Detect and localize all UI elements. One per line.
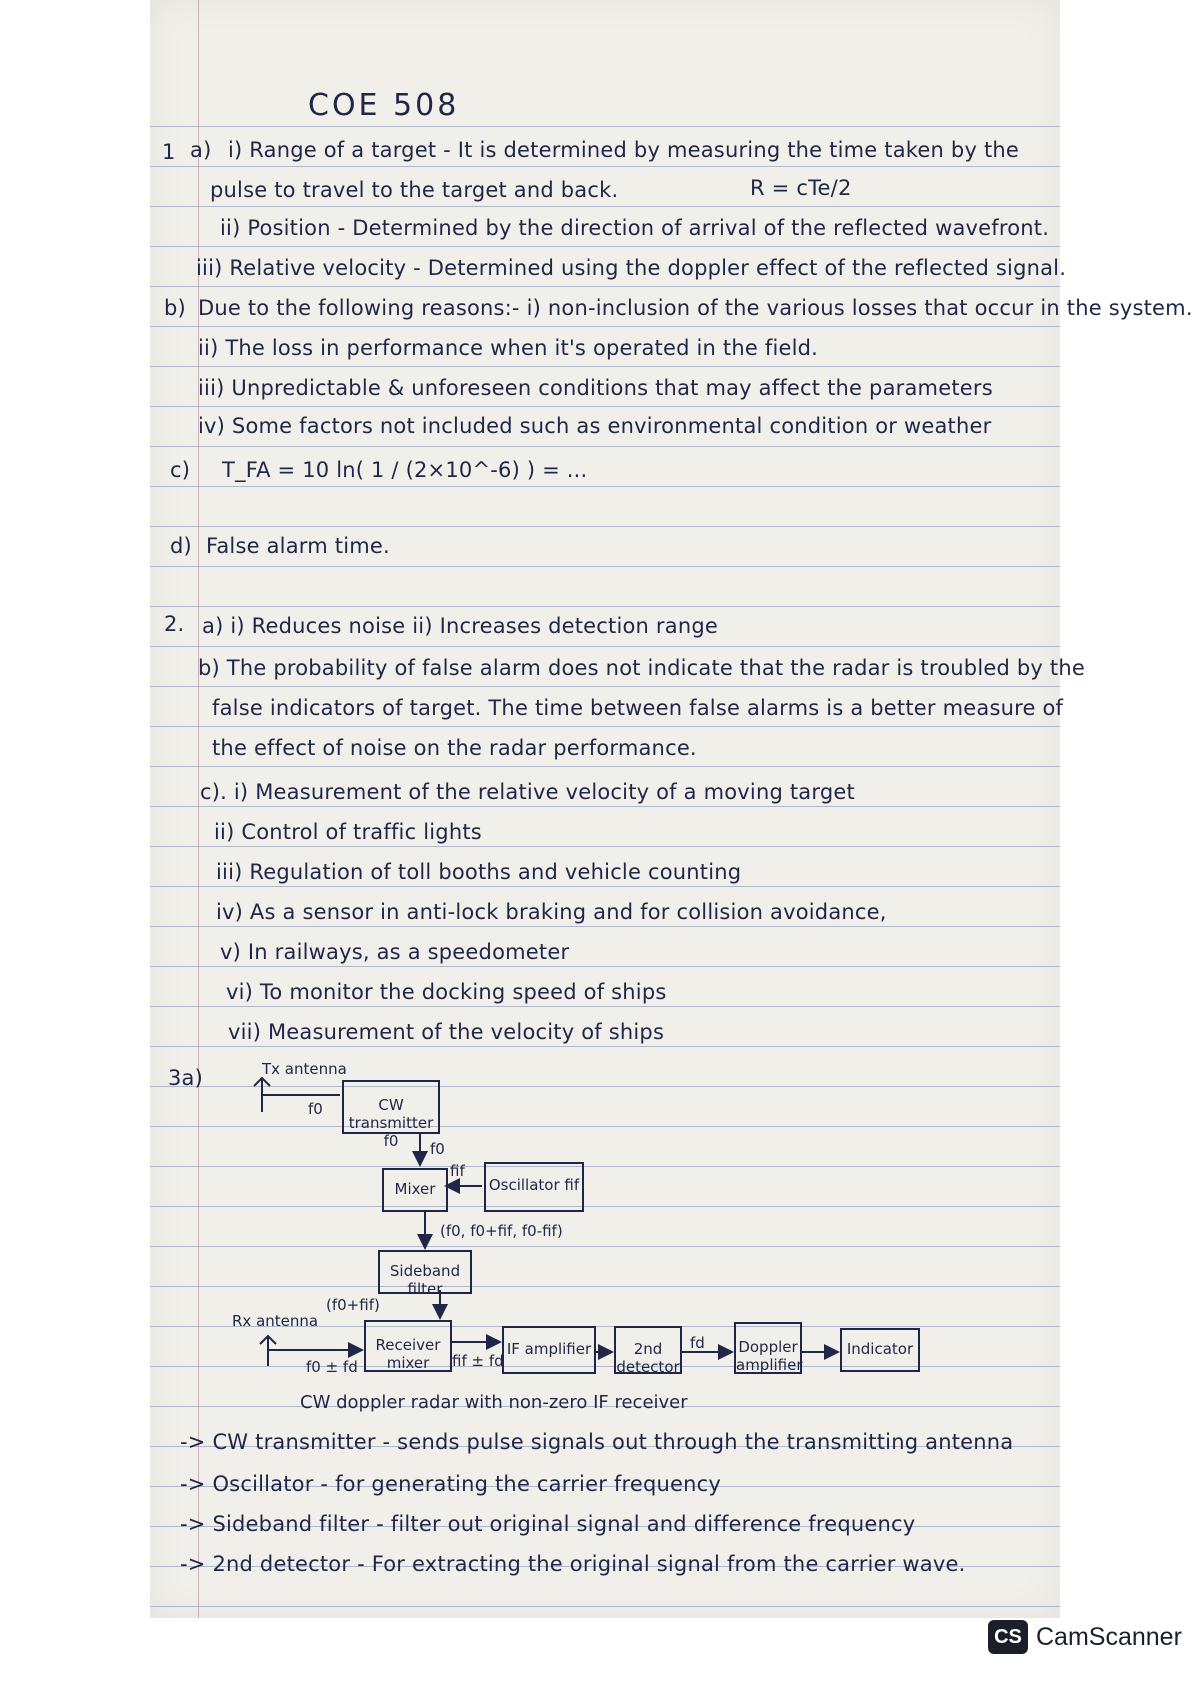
q2-c-iv: iv) As a sensor in anti-lock braking and for collision avoidance, (216, 900, 887, 924)
sideband-filter-box: Sideband filter (378, 1250, 472, 1294)
q1-b-iv: iv) Some factors not included such as environmental condition or weather (198, 414, 992, 438)
fif-label: fif (450, 1162, 465, 1180)
note-sideband-filter: -> Sideband filter - filter out original signal and difference frequency (180, 1512, 916, 1536)
note-second-detector: -> 2nd detector - For extracting the original signal from the carrier wave. (180, 1552, 966, 1576)
cw-transmitter-box: CW transmitter f0 (342, 1080, 440, 1134)
q1-c-label: c) (170, 458, 191, 482)
diagram-caption: CW doppler radar with non-zero IF receiver (300, 1392, 688, 1413)
tx-antenna-label: Tx antenna (262, 1060, 347, 1078)
notebook-page (150, 0, 1193, 1618)
q2-c-ii: ii) Control of traffic lights (214, 820, 482, 844)
q1-a-i-cont: pulse to travel to the target and back. (210, 178, 619, 202)
q2-c-vi: vi) To monitor the docking speed of ships (226, 980, 667, 1004)
oscillator-box: Oscillator fif (484, 1162, 584, 1212)
q1-a-label: a) (190, 138, 212, 162)
note-oscillator: -> Oscillator - for generating the carrier frequency (180, 1472, 722, 1496)
q1-d-label: d) (170, 534, 192, 558)
q1-b-iii: iii) Unpredictable & unforeseen conditions that may affect the parameters (198, 376, 993, 400)
fd-label: fd (690, 1334, 705, 1352)
mixer-output-label: (f0, f0+fif, f0-fif) (440, 1222, 563, 1240)
mixer-box: Mixer (382, 1168, 448, 1212)
q1-a-iii: iii) Relative velocity - Determined using the doppler effect of the reflected signal. (196, 256, 1067, 280)
q1-d-text: False alarm time. (206, 534, 390, 558)
q2-b-line3: the effect of noise on the radar performance. (212, 736, 697, 760)
q1-a-ii: ii) Position - Determined by the direction of arrival of the reflected wavefront. (220, 216, 1050, 240)
q1-c-formula: T_FA = 10 ln( 1 / (2×10^-6) ) = ... (222, 458, 588, 482)
q1-a-formula: R = cTe/2 (750, 176, 852, 200)
tx-f0-label: f0 (308, 1100, 323, 1118)
camscanner-brand: CamScanner (1036, 1623, 1182, 1651)
q1-a-i: i) Range of a target - It is determined by measuring the time taken by the (228, 138, 1020, 162)
indicator-box: Indicator (840, 1328, 920, 1372)
q3-number: 3a) (168, 1066, 204, 1090)
diagram-connectors (150, 0, 1060, 1618)
camscanner-logo-icon: CS (988, 1620, 1028, 1654)
rx-antenna-label: Rx antenna (232, 1312, 319, 1330)
q2-c-iii: iii) Regulation of toll booths and vehicle counting (216, 860, 742, 884)
f0-down-label: f0 (430, 1140, 445, 1158)
receiver-mixer-box: Receiver mixer (364, 1320, 452, 1372)
q2-c-v: v) In railways, as a speedometer (220, 940, 570, 964)
q2-a: a) i) Reduces noise ii) Increases detection range (202, 614, 718, 638)
q1-number: 1 (162, 140, 176, 164)
q2-number: 2. (164, 612, 185, 636)
q2-c-vii: vii) Measurement of the velocity of ships (228, 1020, 665, 1044)
rx-input-label: f0 ± fd (306, 1358, 358, 1376)
q1-b-line1: Due to the following reasons:- i) non-inclusion of the various losses that occur in the system. (198, 296, 1193, 320)
second-detector-box: 2nd detector (614, 1326, 682, 1374)
q1-b-ii: ii) The loss in performance when it's operated in the field. (198, 336, 819, 360)
q2-b-line1: b) The probability of false alarm does not indicate that the radar is troubled by the (198, 656, 1085, 680)
if-amplifier-box: IF amplifier (502, 1326, 596, 1374)
page-title: COE 508 (308, 88, 460, 123)
note-cw-transmitter: -> CW transmitter - sends pulse signals out through the transmitting antenna (180, 1430, 1014, 1454)
q2-b-line2: false indicators of target. The time between false alarms is a better measure of (212, 696, 1064, 720)
sideband-output-label: (f0+fif) (326, 1296, 380, 1314)
q1-b-label: b) (164, 296, 186, 320)
doppler-amplifier-box: Doppler amplifier (734, 1322, 802, 1374)
rx-mixer-output-label: fif ± fd (452, 1352, 504, 1370)
q2-c-i: c). i) Measurement of the relative velocity of a moving target (200, 780, 855, 804)
